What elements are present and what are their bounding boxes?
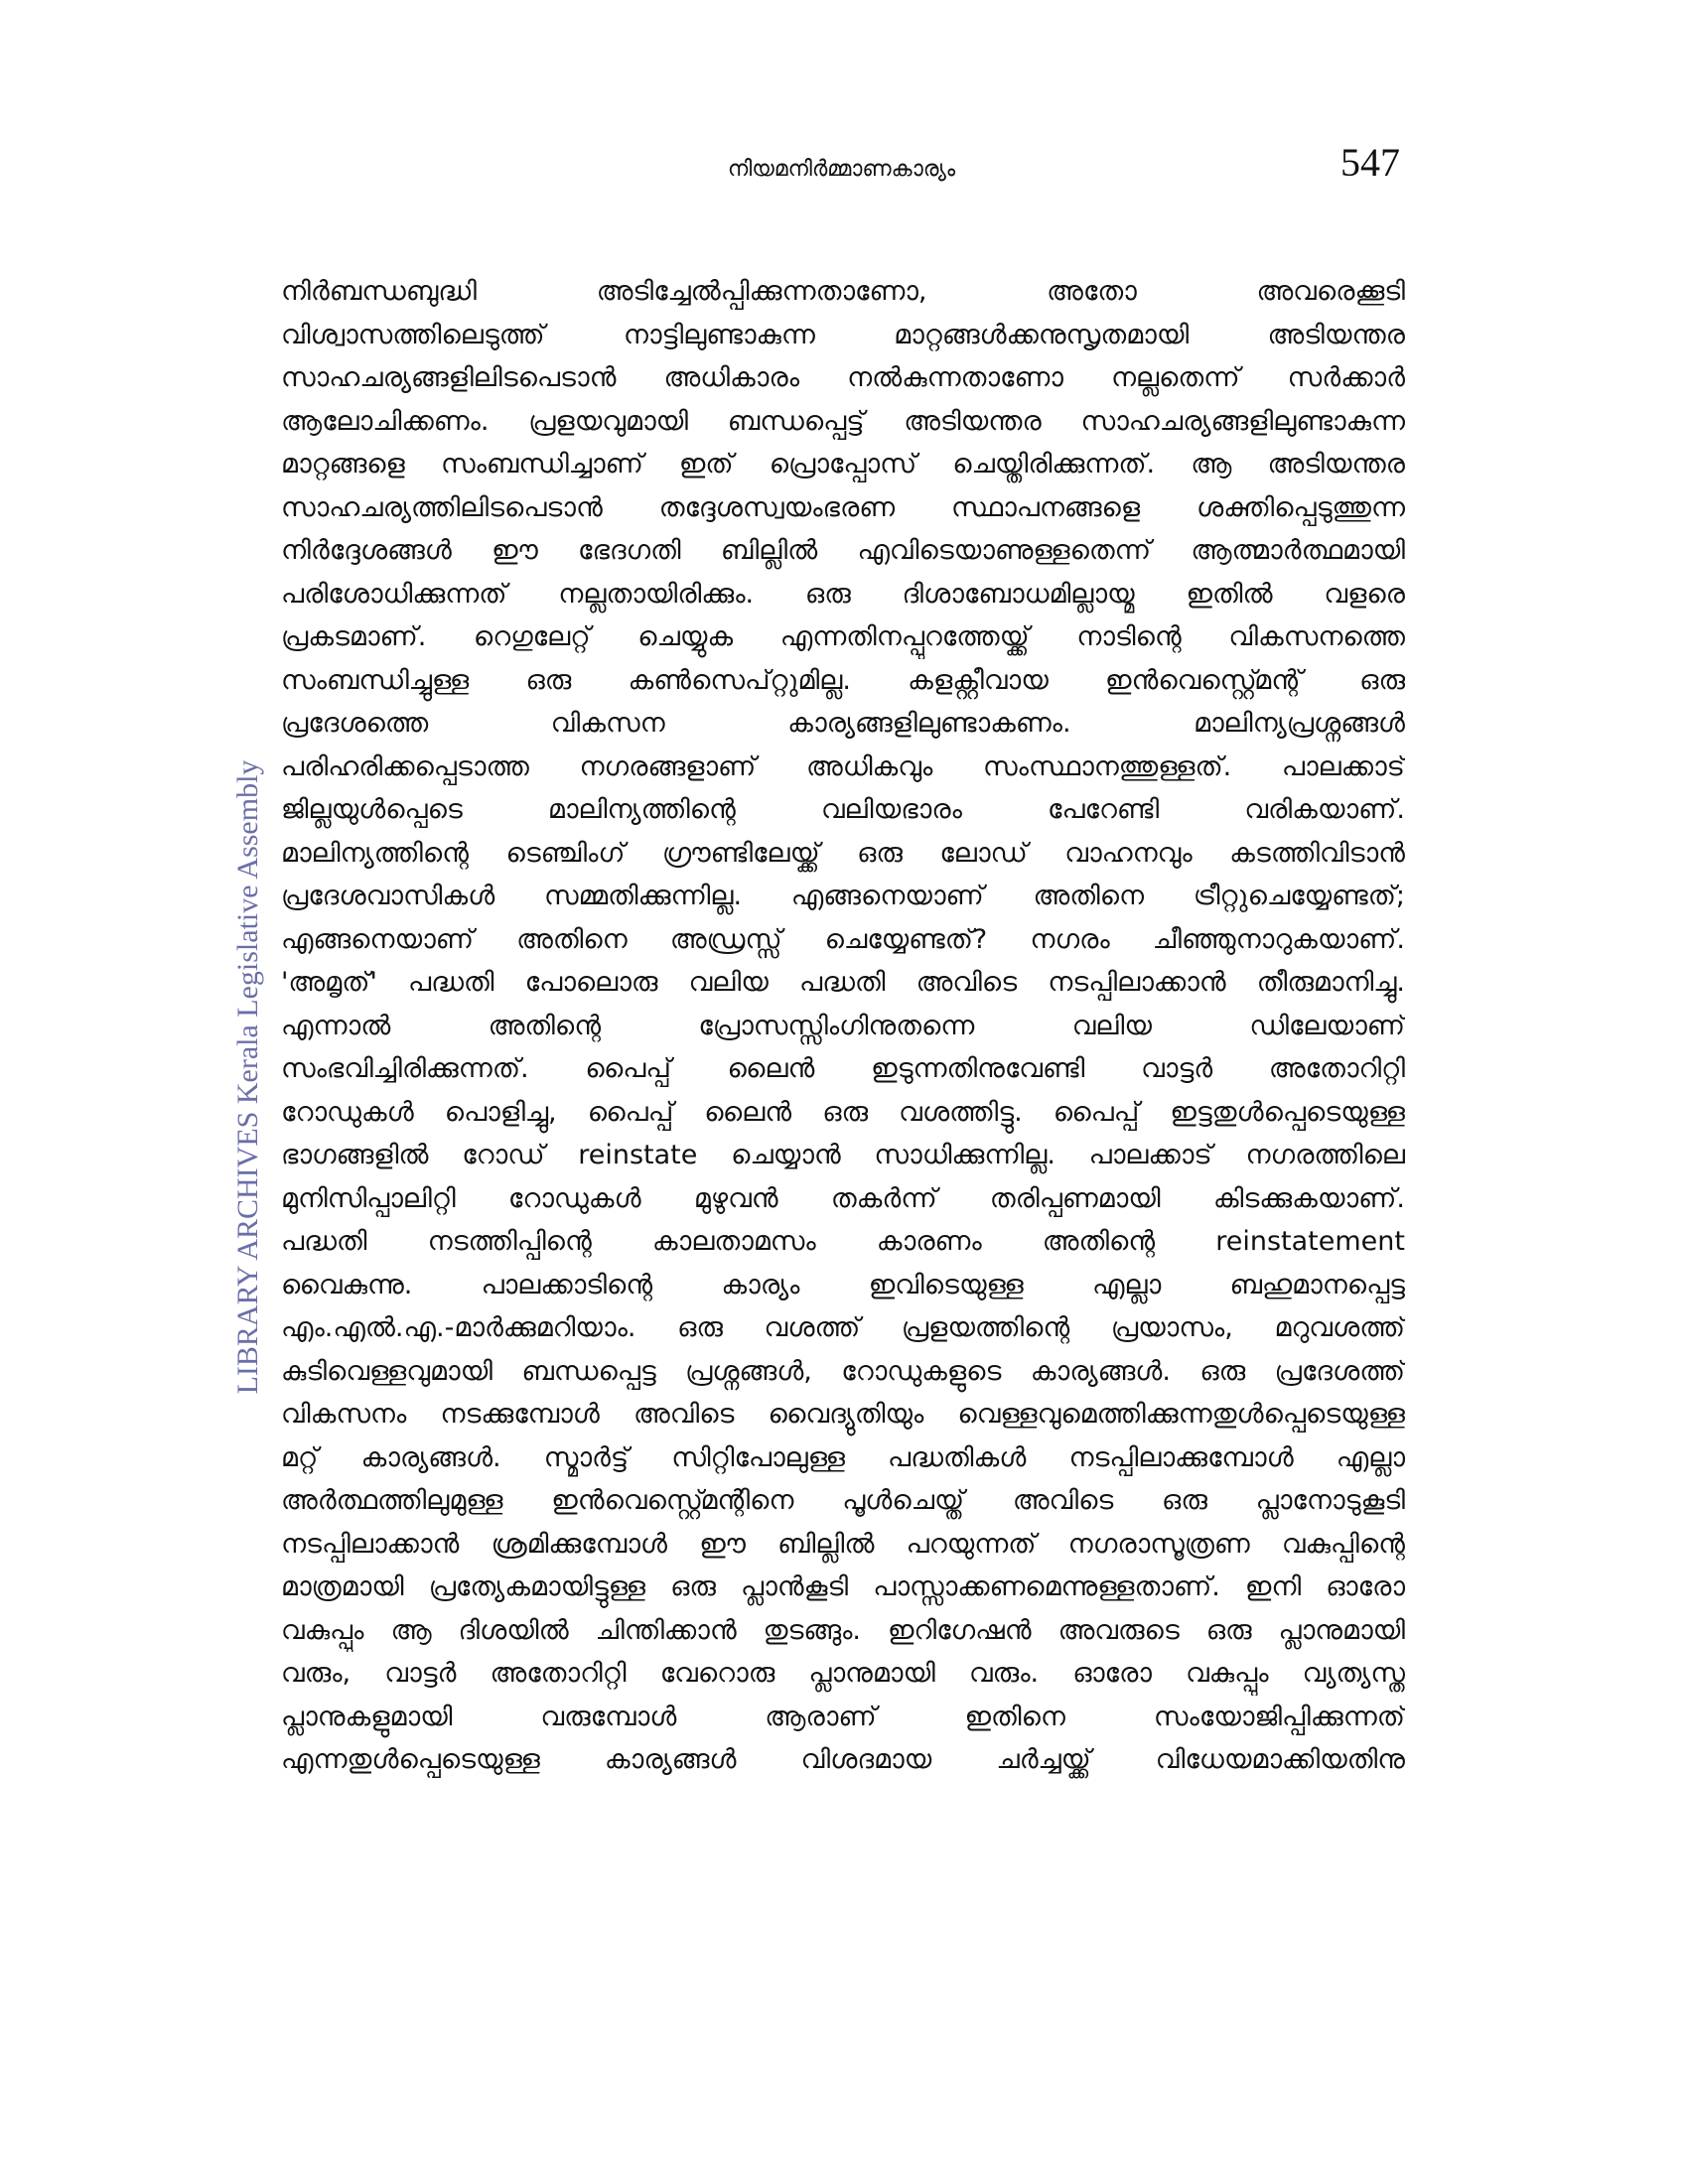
text-line: കുടിവെള്ളവുമായി ബന്ധപ്പെട്ട പ്രശ്നങ്ങൾ, റോഡുകളുടെ കാര്യങ്ങൾ. ഒരു പ്രദേശത്ത്	[281, 1355, 1405, 1387]
text-line: പരിഹരിക്കപ്പെടാത്ത നഗരങ്ങളാണ് അധികവും സംസ്ഥാനത്തുള്ളത്. പാലക്കാട്	[281, 751, 1405, 782]
text-line: പ്രദേശത്തെ വികസന കാര്യങ്ങളിലുണ്ടാകണം. മാലിന്യപ്രശ്നങ്ങൾ	[281, 708, 1405, 739]
text-line: 'അമൃത്' പദ്ധതി പോലൊരു വലിയ പദ്ധതി അവിടെ നടപ്പിലാക്കാൻ തീരുമാനിച്ചു.	[281, 967, 1405, 998]
text-line: മാലിന്യത്തിന്റെ ടെഞ്ചിംഗ് ഗ്രൗണ്ടിലേയ്ക്ക് ഒരു ലോഡ് വാഹനവും കടത്തിവിടാൻ	[281, 837, 1405, 869]
text-line: അർത്ഥത്തിലുമുള്ള ഇൻവെസ്റ്റ്മെന്റിനെ പൂൾചെയ്ത് അവിടെ ഒരു പ്ലാനോടുകൂടി	[281, 1485, 1405, 1516]
text-line: വകുപ്പും ആ ദിശയിൽ ചിന്തിക്കാൻ തുടങ്ങും. ഇറിഗേഷൻ അവരുടെ ഒരു പ്ലാനുമായി	[281, 1614, 1405, 1646]
running-title: നിയമനിർമ്മാണകാര്യം	[727, 157, 956, 182]
text-line: പരിശോധിക്കുന്നത് നല്ലതായിരിക്കും. ഒരു ദിശാബോധമില്ലായ്മ ഇതിൽ വളരെ	[281, 578, 1405, 610]
text-line: വരും, വാട്ടർ അതോറിറ്റി വേറൊരു പ്ലാനുമായി വരും. ഓരോ വകുപ്പും വ്യത്യസ്ത	[281, 1658, 1405, 1689]
text-line: എന്നതുൾപ്പെടെയുള്ള കാര്യങ്ങൾ വിശദമായ ചർച്ചയ്ക്ക് വിധേയമാക്കിയതിനു	[281, 1744, 1405, 1775]
body-text	[281, 270, 1405, 1782]
text-line: പ്രകടമാണ്. റെഗുലേറ്റ് ചെയ്യുക എന്നതിനപ്പുറത്തേയ്ക്ക് നാടിന്റെ വികസനത്തെ	[281, 621, 1405, 652]
text-line: സംബന്ധിച്ചുള്ള ഒരു കൺസെപ്റ്റുമില്ല. കളക്റ്റീവായ ഇൻവെസ്റ്റ്മെന്റ് ഒരു	[281, 664, 1405, 696]
page-number: 547	[1340, 140, 1400, 185]
text-line: സാഹചര്യങ്ങളിലിടപെടാൻ അധികാരം നൽകുന്നതാണോ നല്ലതെന്ന് സർക്കാർ	[281, 362, 1405, 393]
text-line: പദ്ധതി നടത്തിപ്പിന്റെ കാലതാമസം കാരണം അതിന്റെ reinstatement	[281, 1226, 1405, 1257]
text-line: ആലോചിക്കണം. പ്രളയവുമായി ബന്ധപ്പെട്ട് അടിയന്തര സാഹചര്യങ്ങളിലുണ്ടാകുന്ന	[281, 405, 1405, 437]
text-line: എം.എൽ.എ.-മാർക്കുമറിയാം. ഒരു വശത്ത് പ്രളയത്തിന്റെ പ്രയാസം, മറുവശത്ത്	[281, 1312, 1405, 1343]
text-line: ഭാഗങ്ങളിൽ റോഡ് reinstate ചെയ്യാൻ സാധിക്കുന്നില്ല. പാലക്കാട് നഗരത്തിലെ	[281, 1140, 1405, 1170]
text-line: നടപ്പിലാക്കാൻ ശ്രമിക്കുമ്പോൾ ഈ ബില്ലിൽ പറയുന്നത് നഗരാസൂത്രണ വകുപ്പിന്റെ	[281, 1528, 1405, 1560]
text-line: നിർദ്ദേശങ്ങൾ ഈ ഭേദഗതി ബില്ലിൽ എവിടെയാണുള്ളതെന്ന് ആത്മാർത്ഥമായി	[281, 535, 1405, 566]
text-line: മറ്റ് കാര്യങ്ങൾ. സ്മാർട്ട് സിറ്റിപോലുള്ള പദ്ധതികൾ നടപ്പിലാക്കുമ്പോൾ എല്ലാ	[281, 1441, 1405, 1473]
text-line: നിർബന്ധബുദ്ധി അടിച്ചേൽപ്പിക്കുന്നതാണോ, അതോ അവരെക്കൂടി	[281, 276, 1405, 307]
page-header	[283, 139, 1400, 199]
text-line: റോഡുകൾ പൊളിച്ചു, പൈപ്പ് ലൈൻ ഒരു വശത്തിട്ടു. പൈപ്പ് ഇട്ടതുൾപ്പെടെയുള്ള	[281, 1096, 1405, 1128]
text-line: പ്രദേശവാസികൾ സമ്മതിക്കുന്നില്ല. എങ്ങനെയാണ് അതിനെ ട്രീറ്റുചെയ്യേണ്ടത്;	[281, 881, 1405, 911]
text-line: ജില്ലയുൾപ്പെടെ മാലിന്യത്തിന്റെ വലിയഭാരം പേറേണ്ടി വരികയാണ്.	[281, 794, 1405, 825]
text-line: വിശ്വാസത്തിലെടുത്ത് നാട്ടിലുണ്ടാകുന്ന മാറ്റങ്ങൾക്കനുസൃതമായി അടിയന്തര	[281, 319, 1405, 350]
text-line: സംഭവിച്ചിരിക്കുന്നത്. പൈപ്പ് ലൈൻ ഇടുന്നതിനുവേണ്ടി വാട്ടർ അതോറിറ്റി	[281, 1053, 1405, 1084]
text-line: വൈകുന്നു. പാലക്കാടിന്റെ കാര്യം ഇവിടെയുള്ള എല്ലാ ബഹുമാനപ്പെട്ട	[281, 1269, 1405, 1300]
watermark-text: LIBRARY ARCHIVES Kerala Legislative Assembly	[231, 759, 264, 1395]
text-line: മാറ്റങ്ങളെ സംബന്ധിച്ചാണ് ഇത് പ്രൊപ്പോസ് ചെയ്തിരിക്കുന്നത്. ആ അടിയന്തര	[281, 449, 1405, 479]
text-line: എങ്ങനെയാണ് അതിനെ അഡ്രസ്സ് ചെയ്യേണ്ടത്? നഗരം ചീഞ്ഞുനാറുകയാണ്.	[281, 923, 1405, 955]
text-line: എന്നാൽ അതിന്റെ പ്രോസസ്സിംഗിനുതന്നെ വലിയ ഡിലേയാണ്	[281, 1010, 1405, 1041]
text-line: വികസനം നടക്കുമ്പോൾ അവിടെ വൈദ്യുതിയും വെള്ളവുമെത്തിക്കുന്നതുൾപ്പെടെയുള്ള	[281, 1399, 1405, 1430]
text-line: മുനിസിപ്പാലിറ്റി റോഡുകൾ മുഴുവൻ തകർന്ന് തരിപ്പണമായി കിടക്കുകയാണ്.	[281, 1182, 1405, 1214]
text-line: സാഹചര്യത്തിലിടപെടാൻ തദ്ദേശസ്വയംഭരണ സ്ഥാപനങ്ങളെ ശക്തിപ്പെടുത്തുന്ന	[281, 491, 1405, 523]
text-line: മാത്രമായി പ്രത്യേകമായിട്ടുള്ള ഒരു പ്ലാൻകൂടി പാസ്സാക്കണമെന്നുള്ളതാണ്. ഇനി ഓരോ	[281, 1571, 1405, 1602]
text-line: പ്ലാനുകളുമായി വരുമ്പോൾ ആരാണ് ഇതിനെ സംയോജിപ്പിക്കുന്നത്	[281, 1701, 1405, 1732]
